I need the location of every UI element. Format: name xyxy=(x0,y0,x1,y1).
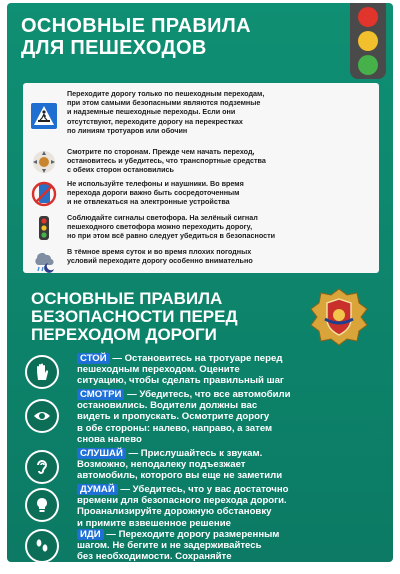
rule-text xyxy=(67,213,373,241)
no-phone-icon xyxy=(31,181,57,207)
step-line: спокойствие и осознанность xyxy=(77,562,215,574)
step-text xyxy=(77,529,377,574)
rule-line: Не используйте телефоны и наушники. Во время xyxy=(67,179,244,188)
ear-icon xyxy=(25,450,59,484)
rule-line: Переходите дорогу только по пешеходным переходам, xyxy=(67,89,265,98)
step-line: остановились. Водители должны вас xyxy=(77,400,258,412)
section-title xyxy=(31,290,291,344)
step-text xyxy=(77,484,377,529)
step-line: Возможно, неподалеку подъезжает xyxy=(77,459,246,471)
step-line: пешеходным переходом. Оцените xyxy=(77,364,240,376)
rule-line: с обеих сторон остановились xyxy=(67,165,174,175)
step-line: — Прислушайтесь к звукам. xyxy=(125,448,263,459)
step-line: автомобиль, которого вы еще не заметили xyxy=(77,470,283,482)
step-line: — Убедитесь, что все автомобили xyxy=(124,389,291,400)
rule-text xyxy=(67,247,373,265)
section-title xyxy=(21,15,321,59)
title-line: БЕЗОПАСНОСТИ ПЕРЕД xyxy=(31,307,238,326)
rule-line: и надземные пешеходные переходы. Если они xyxy=(67,107,236,117)
rule-line: отсутствуют, переходите дорогу на перекрестках xyxy=(67,116,243,126)
traffic-police-emblem-icon xyxy=(307,285,371,349)
rule-line: В тёмное время суток и во время плохих погодных xyxy=(67,247,252,256)
title-line: ОСНОВНЫЕ ПРАВИЛА xyxy=(31,289,223,308)
step-line: — Переходите дорогу размеренным xyxy=(103,529,280,540)
title-line: ПЕРЕХОДОМ ДОРОГИ xyxy=(31,325,217,344)
rule-line: при этом самыми безопасными являются подземные xyxy=(67,98,261,108)
yellow-lamp xyxy=(358,31,378,51)
step-line: без необходимости. Сохраняйте xyxy=(77,551,232,563)
step-line: — Остановитесь на тротуаре перед xyxy=(109,353,283,364)
step-line: времени для безопасного перехода дороги. xyxy=(77,495,287,507)
traffic-light-icon xyxy=(350,3,386,79)
step-line: снова налево xyxy=(77,433,142,445)
rule-text xyxy=(67,89,373,135)
step-line: Проанализируйте дорожную обстановку xyxy=(77,506,272,518)
rules-card xyxy=(23,83,379,273)
stop-hand-icon xyxy=(25,355,59,389)
pedestrian-crossing-sign-icon xyxy=(31,103,57,129)
footsteps-icon xyxy=(25,529,59,563)
red-lamp xyxy=(358,7,378,27)
rule-text xyxy=(67,179,373,207)
step-text xyxy=(77,389,377,445)
step-tag: СТОЙ xyxy=(77,353,110,364)
rule-item xyxy=(23,175,379,213)
step-text xyxy=(77,448,377,482)
safety-step xyxy=(25,484,377,529)
traffic-light-icon xyxy=(31,215,57,241)
rule-text xyxy=(67,147,373,175)
rule-line: пешеходного светофора можно переходить дорогу, xyxy=(67,222,253,232)
green-lamp xyxy=(358,55,378,75)
lightbulb-icon xyxy=(25,488,59,522)
night-weather-icon xyxy=(31,247,57,273)
safety-step xyxy=(25,389,377,445)
rule-line: условий переходите дорогу особенно внимательно xyxy=(67,256,253,266)
step-line: и примите взвешенное решение xyxy=(77,517,231,529)
step-line: ситуацию, чтобы сделать правильный шаг xyxy=(77,375,284,387)
step-line: в обе стороны: налево, направо, а затем xyxy=(77,422,273,434)
rule-line: но при этом всё равно следует убедиться в безопасности xyxy=(67,231,276,241)
safety-step xyxy=(25,529,377,574)
step-text xyxy=(77,353,377,387)
title-line: ОСНОВНЫЕ ПРАВИЛА xyxy=(21,15,251,37)
look-both-ways-icon xyxy=(31,149,57,175)
poster xyxy=(7,3,393,574)
step-tag: СЛУШАЙ xyxy=(77,448,126,459)
step-line: шагом. Не бегите и не задерживайтесь xyxy=(77,540,262,552)
step-tag: СМОТРИ xyxy=(77,389,124,400)
eye-icon xyxy=(25,399,59,433)
pedestrian-rules-section xyxy=(7,3,393,280)
rule-line: и не отвлекаться на электронные устройства xyxy=(67,197,230,207)
rule-line: по линиям тротуаров или обочин xyxy=(67,125,188,135)
step-tag: ДУМАЙ xyxy=(77,484,118,495)
rule-line: Смотрите по сторонам. Прежде чем начать переход, xyxy=(67,147,255,156)
step-line: видеть и пропускать. Осмотрите дорогу xyxy=(77,411,270,423)
rule-item xyxy=(23,89,379,143)
title-line: ДЛЯ ПЕШЕХОДОВ xyxy=(21,37,207,59)
rule-line: Соблюдайте сигналы светофора. На зелёный сигнал xyxy=(67,213,258,222)
rule-line: остановитесь и убедитесь, что транспортные средства xyxy=(67,156,266,166)
step-tag: ИДИ xyxy=(77,529,104,540)
rule-line: перехода дороги важно быть сосредоточенным xyxy=(67,188,240,198)
rule-item xyxy=(23,241,379,279)
step-line: — Убедитесь, что у вас достаточно xyxy=(117,484,289,495)
